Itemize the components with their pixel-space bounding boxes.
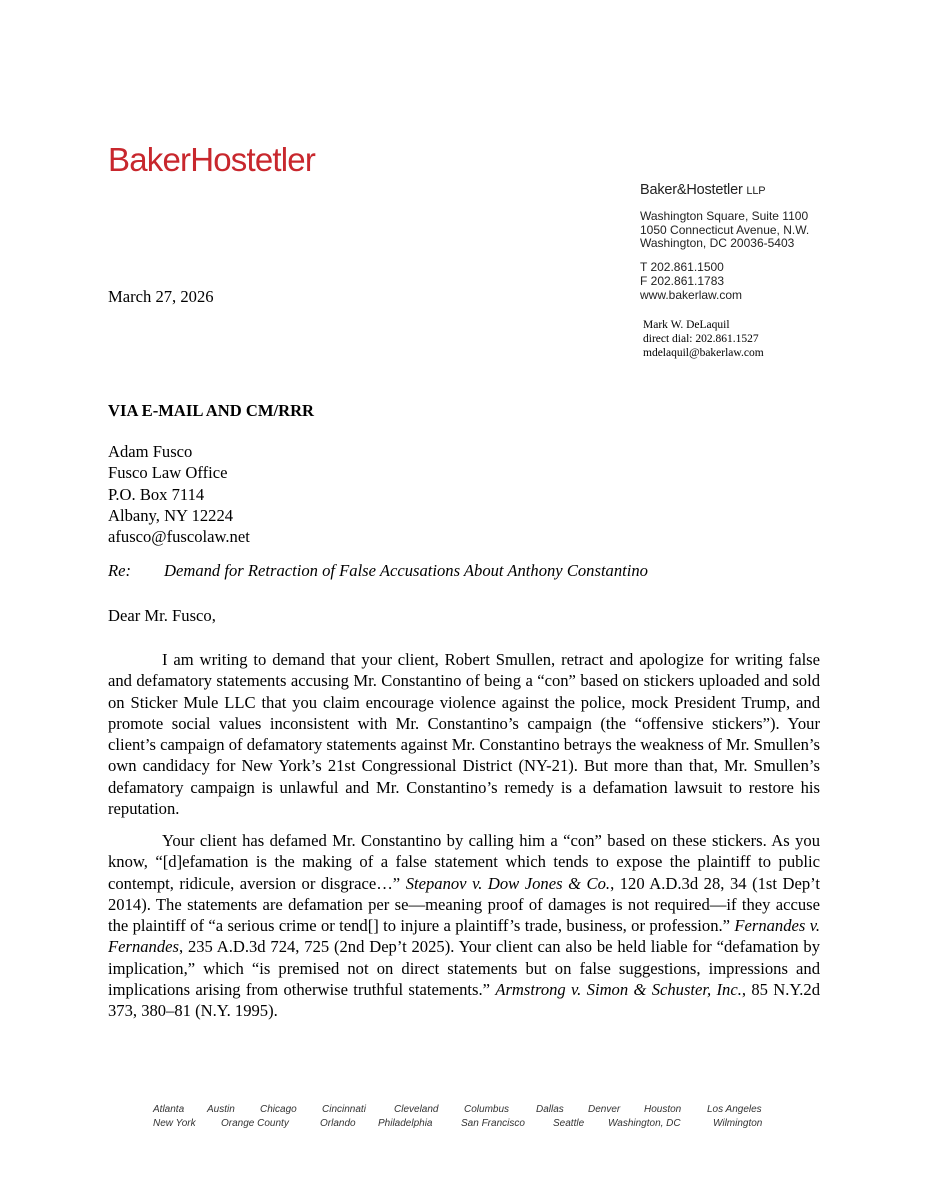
firm-phone: T 202.861.1500	[640, 260, 724, 275]
attorney-email: mdelaquil@bakerlaw.com	[643, 347, 764, 359]
firm-name	[640, 184, 809, 199]
office-city: Washington, DC	[608, 1118, 681, 1129]
office-locations-footer	[108, 1103, 820, 1131]
office-city: Orlando	[320, 1118, 356, 1129]
address-line: 1050 Connecticut Avenue, N.W.	[640, 222, 810, 237]
case-citation: Stepanov v. Dow Jones & Co.	[405, 873, 611, 893]
office-city: Columbus	[464, 1104, 510, 1115]
letter-date: March 27, 2026	[108, 287, 214, 306]
attorney-block	[643, 318, 764, 360]
paragraph-text: Your client has defamed Mr. Constantino by calling him a “con” based on these stickers. As you know, “[d]efamation is the making of a false statement which tends to expose the plaintiff to public contempt, ridicule, aversion or disgrace…”	[108, 831, 820, 893]
firm-name-text: Baker&Hostetler	[640, 182, 743, 198]
address-line: Washington, DC 20036-5403	[640, 236, 795, 251]
paragraph-text: , 235 A.D.3d 724, 725 (2nd Dep’t 2025). Your client can also be held liable for “defamation by implication,” which “is premised not on direct statements but on false suggestions, impressions and implications arising from otherwise truthful statements.”	[108, 937, 820, 1000]
office-city: New York	[153, 1118, 196, 1129]
office-row	[108, 1103, 820, 1117]
paragraph-text: , 120 A.D.3d 28, 34 (1st Dep’t 2014). The statements are defamation per se—meaning proof of damages is not required—if they accuse the plaintiff of “a serious crime or tend[] to injure a plaintiff’s trade, business, or profession.”	[108, 873, 820, 936]
recipient-name: Adam Fusco	[108, 442, 193, 461]
office-row	[108, 1117, 820, 1131]
letterhead-block	[640, 184, 809, 303]
firm-website: www.bakerlaw.com	[640, 287, 743, 302]
firm-logo: BakerHostetler	[108, 141, 316, 178]
delivery-method: VIA E-MAIL AND CM/RRR	[108, 401, 315, 420]
attorney-direct-dial: direct dial: 202.861.1527	[643, 333, 759, 345]
office-city: Cincinnati	[322, 1104, 366, 1115]
case-citation: Fernandes v. Fernandes	[108, 916, 820, 957]
firm-fax: F 202.861.1783	[640, 273, 725, 288]
office-city: Cleveland	[394, 1104, 439, 1115]
body-paragraph-1: I am writing to demand that your client, Robert Smullen, retract and apologize for writing false and defamatory statements accusing Mr. Constantino of being a “con” based on stickers uploaded and sold on Sticker Mule LLC that you claim encourage violence against the police, mock President Trump, and promote social values inconsistent with Mr. Constantino’s campaign (the “offensive stickers”). Your client’s campaign of defamatory statements against Mr. Constantino betrays the weakness of Mr. Smullen’s own candidacy for New York’s 21st Congressional District (NY-21). But more than that, Mr. Smullen’s defamatory campaign is unlawful and Mr. Constantino’s remedy is a defamation lawsuit to restore his reputation.	[108, 650, 820, 819]
office-city: Atlanta	[153, 1104, 185, 1115]
recipient-city: Albany, NY 12224	[108, 505, 234, 525]
subject-line	[108, 561, 648, 581]
body-paragraph-2	[108, 830, 820, 1022]
case-citation: Armstrong v. Simon & Schuster, Inc.	[495, 980, 742, 1000]
recipient-address	[108, 441, 250, 547]
office-city: Dallas	[536, 1104, 564, 1115]
subject-label: Re:	[108, 561, 132, 580]
office-city: San Francisco	[461, 1118, 525, 1129]
address-line: Washington Square, Suite 1100	[640, 208, 809, 223]
subject-text: Demand for Retraction of False Accusations About Anthony Constantino	[164, 561, 648, 580]
office-city: Houston	[644, 1104, 682, 1115]
paragraph-text: , 85 N.Y.2d 373, 380–81 (N.Y. 1995).	[108, 980, 820, 1021]
office-city: Austin	[207, 1104, 235, 1115]
office-city: Denver	[588, 1104, 621, 1115]
attorney-name: Mark W. DeLaquil	[643, 319, 730, 331]
salutation: Dear Mr. Fusco,	[108, 606, 216, 625]
recipient-office: Fusco Law Office	[108, 463, 228, 483]
office-city: Seattle	[553, 1118, 585, 1129]
office-city: Philadelphia	[378, 1118, 433, 1129]
office-city: Wilmington	[713, 1118, 763, 1129]
office-city: Chicago	[260, 1104, 297, 1115]
office-city: Los Angeles	[707, 1104, 762, 1115]
firm-suffix: LLP	[746, 185, 766, 197]
office-city: Orange County	[221, 1118, 289, 1129]
recipient-po-box: P.O. Box 7114	[108, 484, 205, 504]
recipient-email: afusco@fuscolaw.net	[108, 527, 250, 547]
